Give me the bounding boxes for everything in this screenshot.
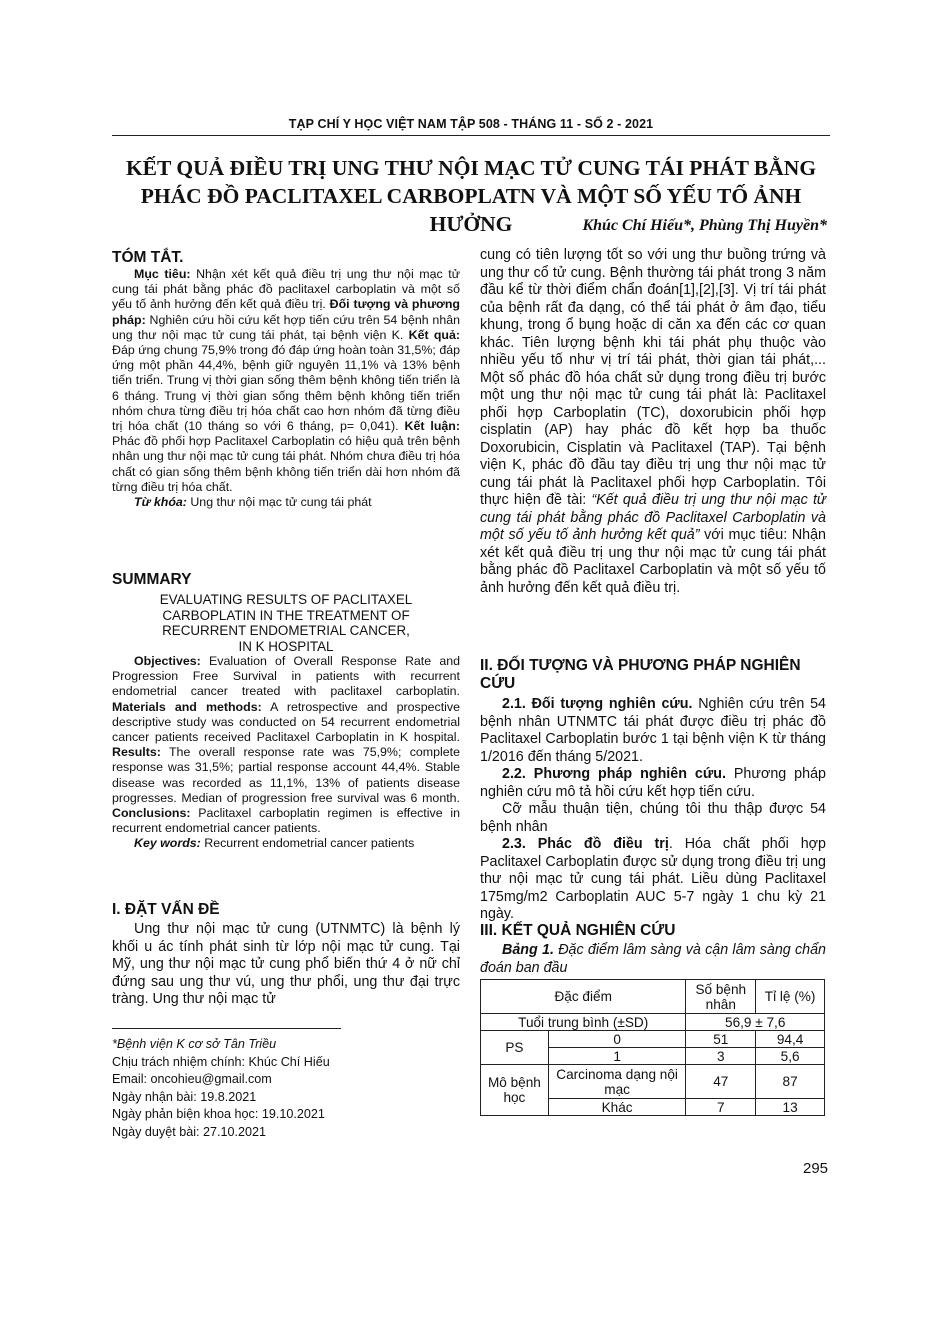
- methods-s2-p2: Cỡ mẫu thuận tiện, chúng tôi thu thập được 54 bệnh nhân: [480, 801, 826, 835]
- s2-label: 2.2. Phương pháp nghiên cứu.: [502, 766, 726, 782]
- footnote-rule: [112, 1028, 341, 1029]
- s2-text: Phương pháp nghiên cứu mô tả hồi cứu kết hợp tiến cứu.: [480, 766, 826, 800]
- page-number: 295: [803, 1160, 829, 1177]
- abstract-vi: [112, 249, 460, 510]
- cell: 94,4: [756, 1031, 825, 1048]
- materials-text: A retrospective and prospective descriptive study was conducted on 54 recurrent endometrial cancer patients received Paclitaxel Carboplatin in K hospital.: [112, 699, 460, 745]
- results-text: Đáp ứng chung 75,9% trong đó đáp ứng hoàn toàn 31,5%; đáp ứng một phần 44,4%, bệnh giữ nguyên 11,1% và 13% bệnh tiến triển. Trung vị thời gian sống thêm bệnh không tiến triển là 6 tháng. Trung vị thời gian sống thêm bệnh không tiến triển nhóm chưa từng điều trị hóa chất cao hơn nhóm đã từng điều trị hóa chất (10 tháng so với 6 tháng, p= 0,041).: [112, 343, 460, 434]
- abstract-heading: TÓM TẮT.: [112, 249, 184, 266]
- email: Email: oncohieu@gmail.com: [112, 1072, 272, 1087]
- date-accepted: Ngày duyệt bài: 27.10.2021: [112, 1124, 267, 1139]
- objective-label: Mục tiêu:: [134, 267, 191, 281]
- cell: 13: [756, 1099, 825, 1116]
- table-caption-text: Đặc điểm lâm sàng và cận lâm sàng chẩn đoán ban đầu: [480, 942, 826, 976]
- s1-text: Nghiên cứu trên 54 bệnh nhân UTNMTC tái phát được điều trị phác đồ Paclitaxel Carboplatin bước 1 tại bệnh viện K từ tháng 1/2016 đến tháng 5/2021.: [480, 696, 826, 765]
- results-section: [480, 922, 826, 1116]
- table-row: [481, 1031, 825, 1048]
- cell: 7: [686, 1099, 756, 1116]
- objectives-text: Evaluation of Overall Response Rate and Progression Free Survival in patients with recurrent endometrial cancer treated with paclitaxel carboplatin.: [112, 654, 460, 699]
- intro-end-text: với mục tiêu: Nhận xét kết quả điều trị ung thư nội mạc tử cung tái phát bằng phác đồ Paclitaxel Carboplatin và một số yếu tố ảnh hưởng đến kết quả điều trị.: [480, 527, 826, 596]
- cell: 3: [686, 1048, 756, 1065]
- intro-right: [480, 247, 826, 597]
- title-line-1: KẾT QUẢ ĐIỀU TRỊ UNG THƯ NỘI MẠC TỬ CUNG TÁI PHÁT BẰNG: [125, 156, 817, 180]
- conclusion-text: Phác đồ phối hợp Paclitaxel Carboplatin có hiệu quả trên bệnh nhân ung thư nội mạc tử cung tái phát. Nhóm chưa điều trị hóa chất có gian sống thêm bệnh không tiến triển dài hơn nhóm đã từng điều trị hóa chất.: [112, 434, 460, 494]
- results-label: Kết quả:: [403, 327, 461, 342]
- abstract-body: [112, 267, 460, 495]
- keywords-label: Từ khóa:: [134, 495, 187, 510]
- histo-label: Mô bệnh học: [481, 1065, 549, 1116]
- cell: 5,6: [756, 1048, 825, 1065]
- date-reviewed: Ngày phản biện khoa học: 19.10.2021: [112, 1107, 325, 1122]
- summary-title: [112, 592, 460, 654]
- cell: 1: [548, 1048, 686, 1065]
- keywords-vi: [112, 495, 460, 510]
- summary-title-line: RECURRENT ENDOMETRIAL CANCER,: [162, 623, 410, 638]
- ps-label: PS: [481, 1031, 549, 1065]
- table-caption-label: Bảng 1.: [502, 942, 554, 958]
- header-rule: [112, 135, 830, 136]
- cell: Carcinoma dạng nội mạc: [548, 1065, 686, 1099]
- results-heading: III. KẾT QUẢ NGHIÊN CỨU: [480, 922, 676, 939]
- th-count: Số bệnh nhân: [686, 980, 756, 1014]
- methods-s2: [480, 766, 826, 801]
- th-feature: Đặc điểm: [481, 980, 686, 1014]
- methods-section: [480, 657, 826, 924]
- cell: 0: [548, 1031, 686, 1048]
- conclusion-label: Kết luận:: [398, 419, 460, 434]
- summary-body: [112, 654, 460, 836]
- conclusions-label: Conclusions:: [112, 806, 191, 821]
- table-caption: [480, 942, 826, 977]
- methods-heading: II. ĐỐI TƯỢNG VÀ PHƯƠNG PHÁP NGHIÊN CỨU: [480, 657, 801, 692]
- title-line-2: PHÁC ĐỒ PACLITAXEL CARBOPLATN VÀ MỘT SỐ YẾU TỐ ẢNH HƯỞNG: [140, 184, 802, 236]
- objective-text: Nhận xét kết quả điều trị ung thư nội mạc tử cung tái phát bằng phác đồ paclitaxel carboplatin và một số yếu tố ảnh hưởng đến kết quả điều trị.: [112, 267, 460, 312]
- intro-heading: I. ĐẶT VẤN ĐỀ: [112, 901, 220, 918]
- intro-continued: [480, 247, 826, 597]
- keywords-en: [112, 836, 460, 851]
- methods-label: Đối tượng và phương pháp:: [112, 297, 460, 327]
- cell: 51: [686, 1031, 756, 1048]
- keywords-text: Ung thư nội mạc tử cung tái phát: [186, 495, 372, 510]
- results-en-text: The overall response rate was 75,9%; complete response was 31,5%; partial response account 44,4%. Stable disease was recorded as 11,1%, 13% of patients disease progresses. Median of progression free survival was 6 month.: [112, 745, 460, 805]
- methods-s3: [480, 836, 826, 924]
- th-pct: Tỉ lệ (%): [756, 980, 825, 1014]
- keywords-en-text: Recurrent endometrial cancer patients: [200, 836, 415, 851]
- results-en-label: Results:: [112, 745, 161, 760]
- intro-left: [112, 901, 460, 1009]
- summary-heading: SUMMARY: [112, 571, 192, 588]
- summary-title-line: CARBOPLATIN IN THE TREATMENT OF: [162, 607, 410, 623]
- cell: 47: [686, 1065, 756, 1099]
- study-title: “Kết quả điều trị ung thư nội mạc tử cung tái phát bằng phác đồ Paclitaxel Carboplatin và một số yếu tố ảnh hưởng kết quả”: [480, 492, 826, 543]
- table-1: [480, 979, 825, 1116]
- age-value: 56,9 ± 7,6: [686, 1014, 825, 1031]
- table-row: [481, 1014, 825, 1031]
- date-received: Ngày nhận bài: 19.8.2021: [112, 1089, 257, 1104]
- summary-en: [112, 571, 460, 852]
- summary-title-line: EVALUATING RESULTS OF PACLITAXEL: [159, 592, 413, 607]
- responsible-author: Chịu trách nhiệm chính: Khúc Chí Hiếu: [112, 1054, 330, 1069]
- summary-title-line: IN K HOSPITAL: [238, 638, 334, 654]
- s3-text: . Hóa chất phối hợp Paclitaxel Carboplatin được sử dụng trong điều trị ung thư nội mạc tử cung tái phát. Liều dùng Paclitaxel 175mg/m2 Carboplatin AUC 5-7 ngày 1 chu kỳ 21 ngày.: [480, 836, 827, 922]
- age-label: Tuổi trung bình (±SD): [481, 1014, 686, 1031]
- table-header-row: [481, 980, 825, 1014]
- intro-cont-text: cung có tiên lượng tốt so với ung thư buồng trứng và ung thư cổ tử cung. Bệnh thường tái phát trong 3 năm đầu kể từ thời điểm chẩn đoán[1],[2],[3]. Vị trí tái phát của bệnh rất đa dạng, có thể tái phát ở âm đạo, tiểu khung, trong ổ bụng hoặc di căn xa đến các cơ quan khác. Tiên lượng bệnh khi tái phát phụ thuộc vào nhiều yếu tố như vị trí tái phát, thời gian tái phát,... Một số phác đồ hóa chất sử dụng trong điều trị bước một ung thư nội mạc tử cung tái phát là: Paclitaxel phối hợp Carboplatin (TC), doxorubicin phối hợp cisplatin (AP) hay phác đồ kết hợp ba thuốc Doxorubicin, Cisplatin và Paclitaxel (TAP). Tại bệnh viện K, phác đồ đầu tay điều trị ung thư nội mạc tử cung tái phát là Paclitaxel phối hợp Carboplatin. Tôi thực hiện đề tài:: [480, 247, 826, 508]
- cell: 87: [756, 1065, 825, 1099]
- cell: Khác: [548, 1099, 686, 1116]
- conclusions-text: Paclitaxel carboplatin regimen is effective in recurrent endometrial cancer patients.: [112, 806, 460, 836]
- affiliation: *Bệnh viện K cơ sở Tân Triều: [112, 1037, 277, 1051]
- s1-label: 2.1. Đối tượng nghiên cứu.: [502, 696, 693, 712]
- journal-header: TẠP CHÍ Y HỌC VIỆT NAM TẬP 508 - THÁNG 11 - SỐ 2 - 2021: [288, 117, 654, 131]
- authors: Khúc Chí Hiếu*, Phùng Thị Huyền*: [582, 217, 827, 234]
- table-row: [481, 1065, 825, 1099]
- intro-paragraph: Ung thư nội mạc tử cung (UTNMTC) là bệnh lý khối u ác tính phát sinh từ lớp nội mạc tử cung. Tại Mỹ, ung thư nội mạc tử cung phổ biến thứ 4 ở nữ chỉ đứng sau ung thư vú, ung thư phổi, ung thư đại trực tràng. Ung thư nội mạc tử: [112, 921, 460, 1007]
- methods-text: Nghiên cứu hồi cứu kết hợp tiến cứu trên 54 bệnh nhân ung thư nội mạc tử cung tái phát, tại bệnh viện K.: [112, 312, 460, 342]
- objectives-label: Objectives:: [134, 654, 201, 668]
- s3-label: 2.3. Phác đồ điều trị: [502, 836, 669, 852]
- footnotes: [112, 1036, 460, 1142]
- keywords-en-label: Key words:: [134, 836, 201, 851]
- methods-s1: [480, 696, 826, 766]
- materials-label: Materials and methods:: [112, 699, 262, 714]
